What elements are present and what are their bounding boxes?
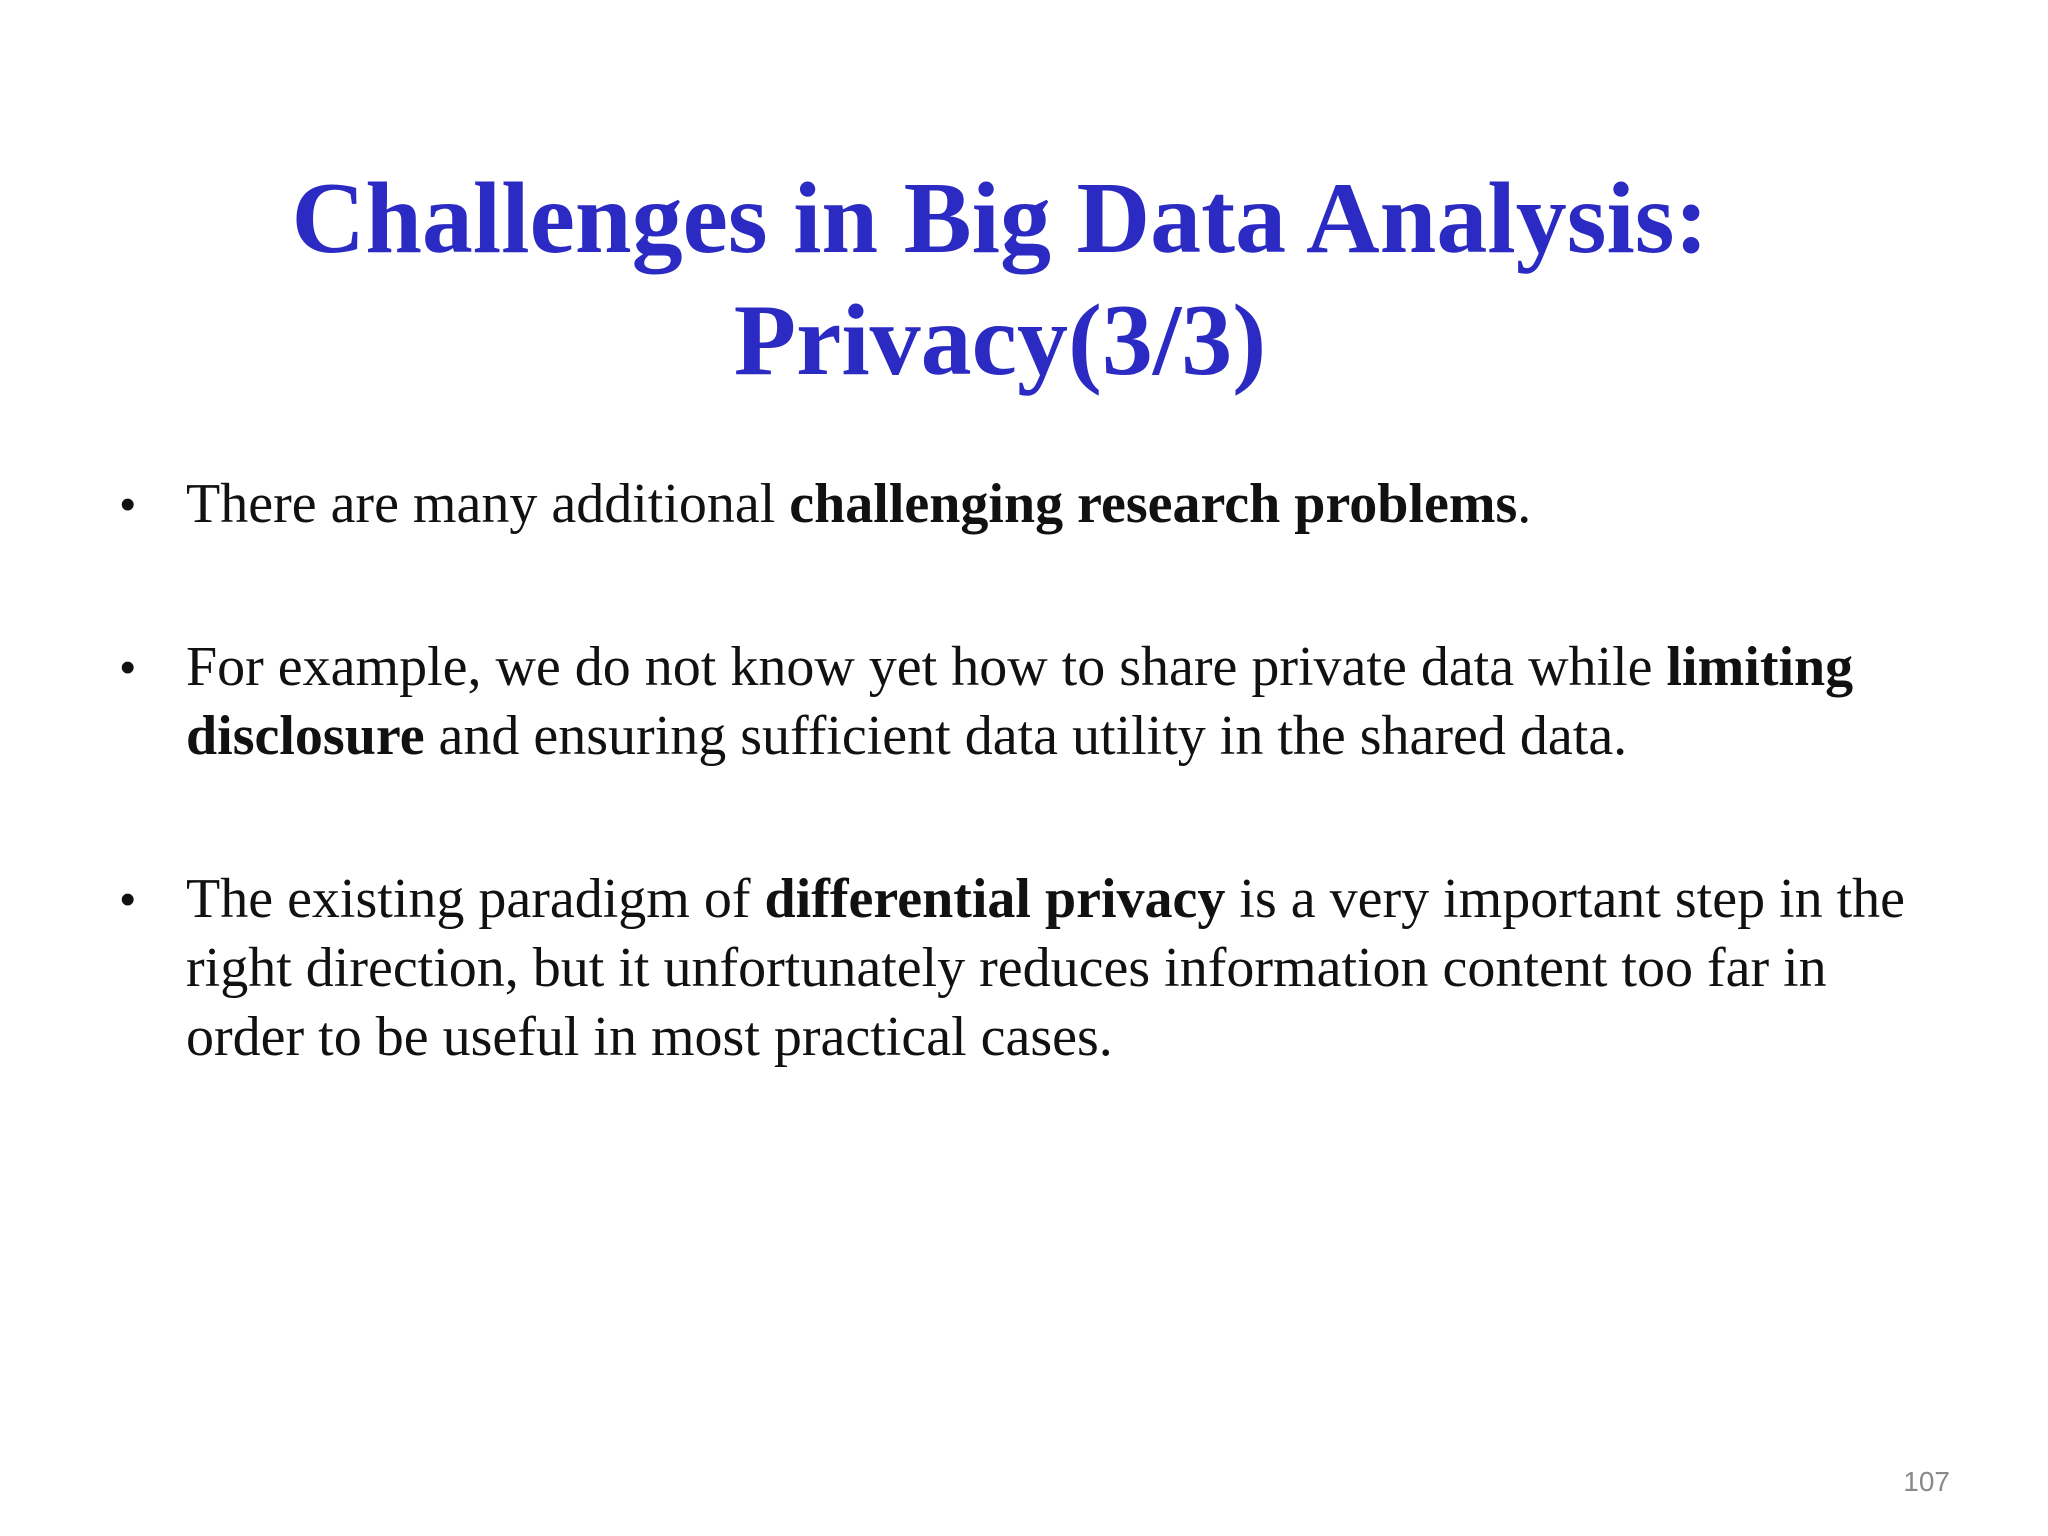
- bullet-item-1: [120, 470, 1940, 539]
- bullet-3-bold: differential privacy: [764, 868, 1226, 930]
- bullet-item-2: [120, 633, 1940, 771]
- bullet-dot-icon: •: [120, 643, 136, 692]
- bullet-2-bold: limiting disclosure: [186, 636, 1854, 767]
- bullet-2-text: For example, we do not know yet how to share private data while: [186, 636, 1667, 698]
- bullet-3-text: The existing paradigm of: [186, 868, 765, 930]
- bullet-dot-icon: •: [120, 480, 136, 529]
- bullet-1-bold: challenging research problems: [789, 473, 1518, 535]
- bullet-1-text: There are many additional: [186, 473, 790, 535]
- bullet-list: [120, 470, 1940, 1166]
- bullet-2-text-end: and ensuring sufficient data utility in the shared data.: [424, 705, 1628, 767]
- bullet-item-3: [120, 865, 1940, 1072]
- bullet-1-text-end: .: [1517, 473, 1532, 535]
- slide-title: [0, 158, 2000, 402]
- bullet-dot-icon: •: [120, 875, 136, 924]
- title-line-2: Privacy(3/3): [733, 284, 1267, 398]
- title-line-1: Challenges in Big Data Analysis:: [291, 162, 1709, 276]
- bullet-3-text-end: is a very important step in the right direction, but it unfortunately reduces information content too far in order to be useful in most practical cases.: [186, 868, 1906, 1068]
- page-number: 107: [1903, 1466, 1950, 1497]
